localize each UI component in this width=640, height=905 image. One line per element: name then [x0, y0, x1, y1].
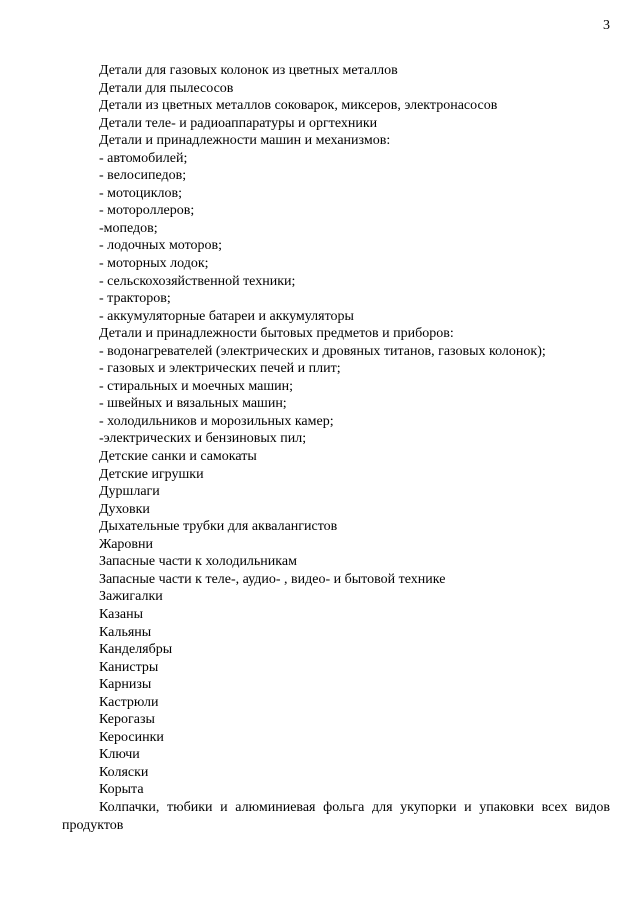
list-item: - лодочных моторов;: [99, 238, 223, 254]
list-item: - водонагревателей (электрических и дровяных титанов, газовых колонок);: [99, 343, 546, 359]
list-item: - стиральных и моечных машин;: [99, 378, 294, 394]
list-item: Запасные части к теле-, аудио- , видео- и бытовой технике: [99, 571, 446, 587]
page-number: 3: [603, 18, 610, 33]
list-item: Корыта: [99, 782, 144, 798]
document-body: [62, 62, 610, 834]
list-item: Детали из цветных металлов соковарок, миксеров, электронасосов: [99, 98, 498, 114]
list-item: - велосипедов;: [99, 168, 187, 184]
list-item: - автомобилей;: [99, 150, 188, 166]
list-item: Ключи: [99, 747, 140, 763]
list-item: - моторных лодок;: [99, 256, 209, 272]
list-item: Дуршлаги: [99, 484, 160, 500]
list-item: Керосинки: [99, 729, 164, 745]
list-item: Кастрюли: [99, 694, 159, 710]
list-item: Детали и принадлежности бытовых предметов и приборов:: [99, 326, 454, 342]
list-item: Карнизы: [99, 677, 152, 693]
list-item: - мотоциклов;: [99, 185, 183, 201]
list-item: Жаровни: [99, 536, 154, 552]
list-item: Казаны: [99, 606, 144, 622]
list-item: Детские игрушки: [99, 466, 204, 482]
list-item: - холодильников и морозильных камер;: [99, 413, 334, 429]
list-item: Духовки: [99, 501, 150, 517]
list-item: Зажигалки: [99, 589, 163, 605]
list-item: - аккумуляторные батареи и аккумуляторы: [99, 308, 354, 324]
list-item: Детали и принадлежности машин и механизмов:: [99, 133, 391, 149]
list-item: - швейных и вязальных машин;: [99, 396, 287, 412]
list-item: Запасные части к холодильникам: [99, 554, 297, 570]
list-item: - сельскохозяйственной техники;: [99, 273, 296, 289]
list-item: Детали для пылесосов: [99, 80, 234, 96]
list-item: Керогазы: [99, 712, 155, 728]
list-item: Коляски: [99, 764, 149, 780]
list-item: Детали для газовых колонок из цветных металлов: [99, 63, 398, 78]
list-item: -электрических и бензиновых пил;: [99, 431, 307, 447]
list-item: - мотороллеров;: [99, 203, 195, 219]
list-item: Детские санки и самокаты: [99, 449, 257, 465]
list-item: Канделябры: [99, 642, 173, 658]
list-item: Детали теле- и радиоаппаратуры и оргтехники: [99, 115, 378, 131]
list-item: - тракторов;: [99, 291, 171, 307]
list-item: -мопедов;: [99, 220, 158, 236]
final-paragraph: Колпачки, тюбики и алюминиевая фольга для укупорки и упаковки всех видов продуктов: [62, 799, 610, 833]
list-item: - газовых и электрических печей и плит;: [99, 361, 341, 377]
list-item: Дыхательные трубки для аквалангистов: [99, 519, 338, 535]
list-item: Канистры: [99, 659, 159, 675]
list-item: Кальяны: [99, 624, 152, 640]
